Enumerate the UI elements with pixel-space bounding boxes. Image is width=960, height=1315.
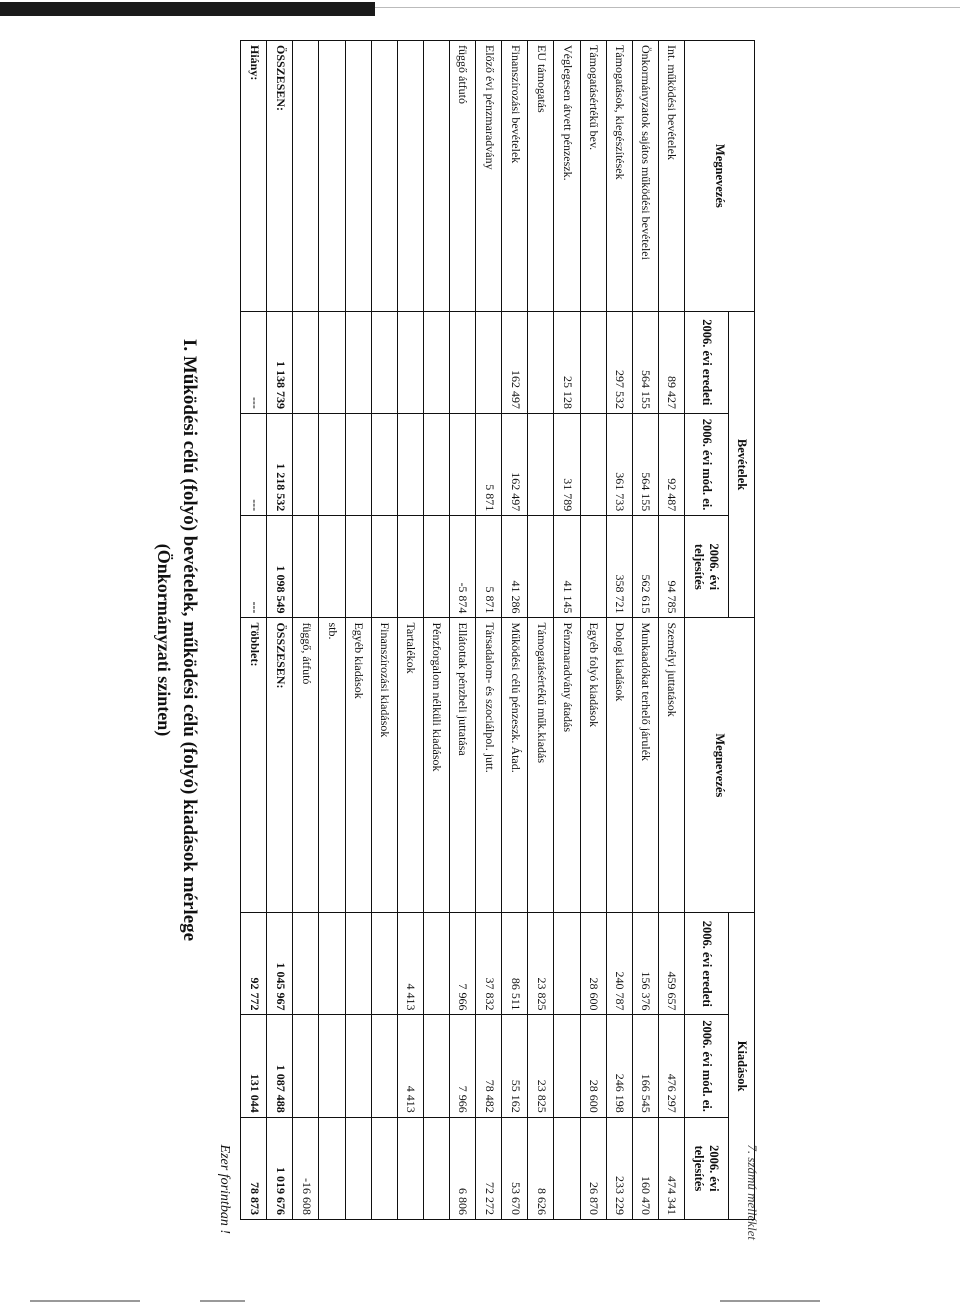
income-value bbox=[580, 311, 606, 413]
income-value bbox=[371, 311, 397, 413]
table-row bbox=[371, 41, 397, 1220]
income-name: Hiány: bbox=[241, 41, 267, 312]
income-value bbox=[528, 516, 554, 618]
expense-value bbox=[423, 913, 449, 1015]
scan-edge-line bbox=[375, 7, 960, 8]
income-value: 564 155 bbox=[632, 311, 658, 413]
header-col-mod: 2006. évi mód. ei. bbox=[685, 1015, 729, 1117]
table-row bbox=[476, 41, 502, 1220]
table-row bbox=[580, 41, 606, 1220]
income-value: 358 721 bbox=[606, 516, 632, 618]
table-row bbox=[502, 41, 528, 1220]
expense-value: 28 600 bbox=[580, 913, 606, 1015]
annex-label: 7. számú melléklet bbox=[745, 1144, 760, 1240]
income-value bbox=[450, 311, 476, 413]
income-value: 564 155 bbox=[632, 413, 658, 515]
expense-value: 1 019 676 bbox=[267, 1117, 293, 1219]
income-name: Véglegesen átvett pénzeszk. bbox=[554, 41, 580, 312]
table-row bbox=[658, 41, 684, 1220]
expense-value bbox=[554, 1117, 580, 1219]
scan-bottom-mark bbox=[720, 1300, 820, 1302]
expense-name: Pénzforgalom nélküli kiadások bbox=[423, 618, 449, 913]
income-value bbox=[371, 413, 397, 515]
income-name: Támogatásértékű bev. bbox=[580, 41, 606, 312]
income-name: Önkormányzatok sajátos működési bevételei bbox=[632, 41, 658, 312]
table-row bbox=[241, 41, 267, 1220]
header-group-income: Bevételek bbox=[729, 311, 755, 618]
table-row bbox=[397, 41, 423, 1220]
expense-name: Egyéb folyó kiadások bbox=[580, 618, 606, 913]
income-name: Int. működési bevételek bbox=[658, 41, 684, 312]
income-value: --- bbox=[241, 311, 267, 413]
expense-value: 92 772 bbox=[241, 913, 267, 1015]
table-row bbox=[267, 41, 293, 1220]
expense-value bbox=[319, 1117, 345, 1219]
expense-name: Tartalékok bbox=[397, 618, 423, 913]
table-row bbox=[632, 41, 658, 1220]
expense-name: stb. bbox=[319, 618, 345, 913]
expense-value: 240 787 bbox=[606, 913, 632, 1015]
income-value: 5 871 bbox=[476, 516, 502, 618]
expense-value bbox=[397, 1117, 423, 1219]
expense-name: ÖSSZESEN: bbox=[267, 618, 293, 913]
income-name bbox=[397, 41, 423, 312]
income-value bbox=[580, 516, 606, 618]
document-title: I. Működési célú (folyó) bevételek, működési célú (folyó) kiadások mérlege bbox=[179, 338, 200, 942]
income-value bbox=[423, 516, 449, 618]
income-name bbox=[319, 41, 345, 312]
income-name: Támogatások, kiegészítések bbox=[606, 41, 632, 312]
rotated-page bbox=[100, 40, 760, 1240]
expense-value: 8 626 bbox=[528, 1117, 554, 1219]
expense-value: 23 825 bbox=[528, 1015, 554, 1117]
expense-value bbox=[345, 1015, 371, 1117]
income-value: 562 615 bbox=[632, 516, 658, 618]
expense-name: Ellátottak pénzbeli juttatása bbox=[450, 618, 476, 913]
expense-name: Finanszírozási kiadások bbox=[371, 618, 397, 913]
income-value: 5 871 bbox=[476, 413, 502, 515]
expense-name: Egyéb kiadások bbox=[345, 618, 371, 913]
header-name-income: Megnevezés bbox=[685, 41, 755, 312]
expense-name: Működési célú pénzeszk. Átad. bbox=[502, 618, 528, 913]
expense-value bbox=[554, 913, 580, 1015]
expense-value: 7 966 bbox=[450, 1015, 476, 1117]
expense-name: függő, átfutó bbox=[293, 618, 319, 913]
expense-value: 78 482 bbox=[476, 1015, 502, 1117]
income-value bbox=[528, 311, 554, 413]
expense-value: 233 229 bbox=[606, 1117, 632, 1219]
income-value bbox=[397, 311, 423, 413]
table-body bbox=[241, 41, 685, 1220]
income-value bbox=[450, 413, 476, 515]
expense-value: 1 087 488 bbox=[267, 1015, 293, 1117]
expense-value bbox=[345, 913, 371, 1015]
income-value bbox=[476, 311, 502, 413]
header-col-mod: 2006. évi mód. ei. bbox=[685, 413, 729, 515]
income-value bbox=[423, 413, 449, 515]
table-row bbox=[423, 41, 449, 1220]
income-value: 1 218 532 bbox=[267, 413, 293, 515]
expense-value: 23 825 bbox=[528, 913, 554, 1015]
expense-value bbox=[423, 1117, 449, 1219]
income-value: 41 145 bbox=[554, 516, 580, 618]
expense-value bbox=[371, 1015, 397, 1117]
expense-name: Pénzmaradvány átadás bbox=[554, 618, 580, 913]
income-value: 94 785 bbox=[658, 516, 684, 618]
balance-table bbox=[240, 40, 755, 1220]
income-value bbox=[397, 413, 423, 515]
table-row bbox=[345, 41, 371, 1220]
table-row bbox=[606, 41, 632, 1220]
expense-value: 37 832 bbox=[476, 913, 502, 1015]
unit-label: Ezer forintban ! bbox=[217, 1144, 232, 1234]
expense-value: 78 873 bbox=[241, 1117, 267, 1219]
income-value: 1 138 739 bbox=[267, 311, 293, 413]
expense-value bbox=[345, 1117, 371, 1219]
income-name bbox=[293, 41, 319, 312]
income-value: 89 427 bbox=[658, 311, 684, 413]
income-value: 361 733 bbox=[606, 413, 632, 515]
expense-name: Társadalom- és szociálpol. jutt. bbox=[476, 618, 502, 913]
expense-value bbox=[371, 913, 397, 1015]
scan-black-strip bbox=[0, 2, 375, 16]
expense-name: Dologi kiadások bbox=[606, 618, 632, 913]
expense-value bbox=[293, 913, 319, 1015]
income-value: --- bbox=[241, 413, 267, 515]
income-value bbox=[293, 413, 319, 515]
income-value: 162 497 bbox=[502, 413, 528, 515]
expense-name: Munkaadókat terhelő járulék bbox=[632, 618, 658, 913]
expense-value: 4 413 bbox=[397, 913, 423, 1015]
income-name: függő átfutó bbox=[450, 41, 476, 312]
expense-value: 1 045 967 bbox=[267, 913, 293, 1015]
expense-value: 474 341 bbox=[658, 1117, 684, 1219]
expense-value bbox=[293, 1015, 319, 1117]
expense-value: -16 608 bbox=[293, 1117, 319, 1219]
income-value bbox=[319, 413, 345, 515]
expense-value: 7 966 bbox=[450, 913, 476, 1015]
expense-value: 72 272 bbox=[476, 1117, 502, 1219]
expense-name: Személyi juttatások bbox=[658, 618, 684, 913]
expense-value: 6 806 bbox=[450, 1117, 476, 1219]
income-value bbox=[319, 311, 345, 413]
income-value: 41 286 bbox=[502, 516, 528, 618]
income-value bbox=[293, 516, 319, 618]
expense-name: Többlet: bbox=[241, 618, 267, 913]
header-col-perf: 2006. évi teljesítés bbox=[685, 1117, 729, 1219]
income-name: Finanszírozási bevételek bbox=[502, 41, 528, 312]
income-value bbox=[345, 311, 371, 413]
expense-value: 476 297 bbox=[658, 1015, 684, 1117]
expense-value bbox=[319, 1015, 345, 1117]
expense-value bbox=[554, 1015, 580, 1117]
header-col-orig: 2006. évi eredeti bbox=[685, 311, 729, 413]
income-value: -5 874 bbox=[450, 516, 476, 618]
income-value: 297 532 bbox=[606, 311, 632, 413]
income-name bbox=[345, 41, 371, 312]
expense-value bbox=[319, 913, 345, 1015]
income-name: Előző évi pénzmaradvány bbox=[476, 41, 502, 312]
expense-value bbox=[423, 1015, 449, 1117]
income-value: 31 789 bbox=[554, 413, 580, 515]
scan-bottom-mark bbox=[200, 1300, 245, 1302]
expense-value: 26 870 bbox=[580, 1117, 606, 1219]
expense-value: 131 044 bbox=[241, 1015, 267, 1117]
income-value bbox=[345, 413, 371, 515]
income-value: --- bbox=[241, 516, 267, 618]
expense-value: 53 670 bbox=[502, 1117, 528, 1219]
income-name: EU támogatás bbox=[528, 41, 554, 312]
expense-value: 55 162 bbox=[502, 1015, 528, 1117]
expense-value: 86 511 bbox=[502, 913, 528, 1015]
scan-top-border bbox=[0, 0, 960, 20]
income-value bbox=[293, 311, 319, 413]
income-value bbox=[423, 311, 449, 413]
header-col-perf: 2006. évi teljesítés bbox=[685, 516, 729, 618]
income-value: 162 497 bbox=[502, 311, 528, 413]
expense-value: 246 198 bbox=[606, 1015, 632, 1117]
table-row bbox=[319, 41, 345, 1220]
income-value bbox=[345, 516, 371, 618]
expense-value: 160 470 bbox=[632, 1117, 658, 1219]
expense-value bbox=[371, 1117, 397, 1219]
income-value bbox=[580, 413, 606, 515]
income-value bbox=[528, 413, 554, 515]
scan-bottom-mark bbox=[30, 1300, 140, 1302]
header-group-expense: Kiadások bbox=[729, 913, 755, 1220]
table-row bbox=[528, 41, 554, 1220]
header-col-orig: 2006. évi eredeti bbox=[685, 913, 729, 1015]
expense-value: 459 657 bbox=[658, 913, 684, 1015]
expense-value: 28 600 bbox=[580, 1015, 606, 1117]
expense-value: 4 413 bbox=[397, 1015, 423, 1117]
income-name bbox=[371, 41, 397, 312]
income-value bbox=[371, 516, 397, 618]
expense-value: 156 376 bbox=[632, 913, 658, 1015]
table-row bbox=[554, 41, 580, 1220]
income-value: 25 128 bbox=[554, 311, 580, 413]
table-row bbox=[293, 41, 319, 1220]
expense-value: 166 545 bbox=[632, 1015, 658, 1117]
table-row bbox=[450, 41, 476, 1220]
income-value bbox=[397, 516, 423, 618]
income-value: 92 487 bbox=[658, 413, 684, 515]
document-subtitle: (Önkormányzati szinten) bbox=[154, 543, 174, 737]
expense-name: Támogatásértékű műk.kiadás bbox=[528, 618, 554, 913]
income-value bbox=[319, 516, 345, 618]
income-value: 1 098 549 bbox=[267, 516, 293, 618]
income-name: ÖSSZESEN: bbox=[267, 41, 293, 312]
income-name bbox=[423, 41, 449, 312]
header-name-expense: Megnevezés bbox=[685, 618, 755, 913]
